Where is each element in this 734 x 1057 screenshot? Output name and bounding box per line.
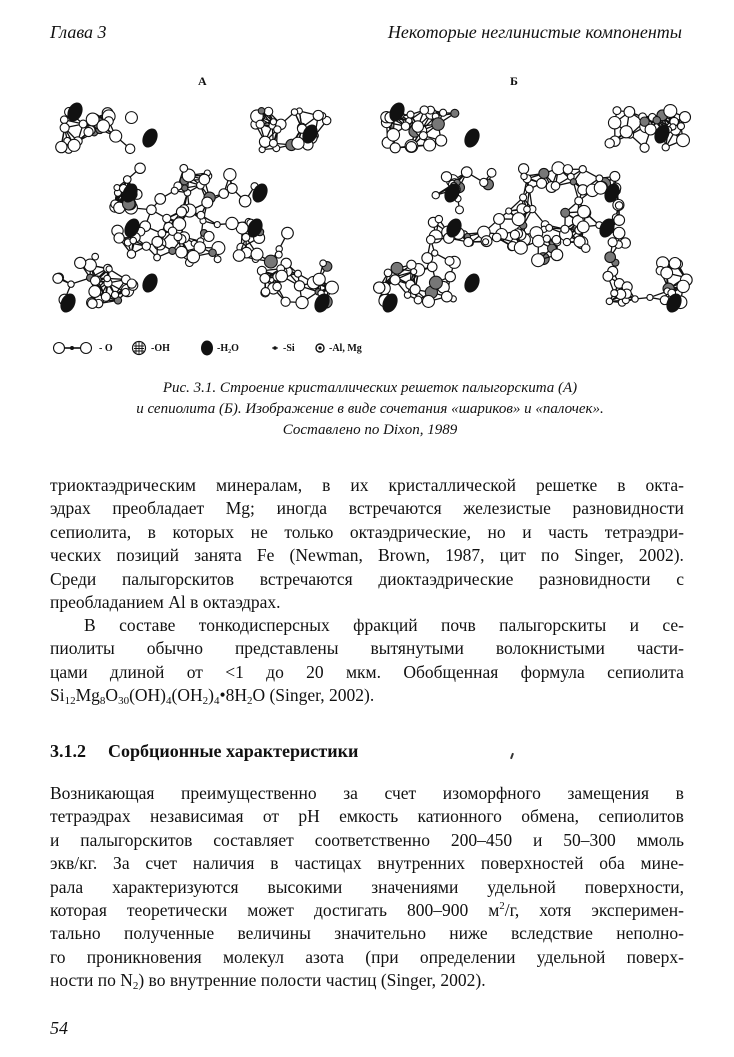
text-line: го проникновения молекул азота (при определении удельной поверх- <box>50 946 684 967</box>
formula-line <box>50 684 684 707</box>
text-line: цами длиной от <1 до 20 мкм. Обобщенная формула сепиолита <box>50 661 684 682</box>
stray-mark <box>510 753 514 759</box>
section-title: Сорбционные характеристики <box>108 741 359 761</box>
text-line: пиолиты обычно представлены вытянутыми волокнистыми части- <box>50 638 684 659</box>
legend-oh-label: -OH <box>151 342 170 354</box>
water-icon <box>200 339 214 357</box>
legend-si-label: -Si <box>283 342 295 354</box>
hydroxyl-icon <box>130 340 148 356</box>
panel-b-label: Б <box>510 74 518 88</box>
caption-line: и сепиолита (Б). Изображение в виде сочетания «шариков» и «палочек». <box>136 401 604 417</box>
text-line: которая теоретически может достигать 800–900 $м^2/г$, хотя эксперимен- <box>50 899 684 920</box>
paragraph-fractions <box>50 614 684 708</box>
sepiolite-structure-image <box>374 100 693 315</box>
figure-caption <box>70 378 670 441</box>
caption-line: Составлено по Dixon, 1989 <box>282 422 458 438</box>
text-line: экв/кг. За счет наличия в частицах внутренних поверхностей оба мине- <box>50 853 684 874</box>
legend-o-label: - O <box>99 342 113 354</box>
text-line: Среди палыгорскитов встречаются диоктаэдрические разновидности с <box>50 568 684 589</box>
caption-line: Рис. 3.1. Строение кристаллических решеток палыгорскита (А) <box>162 380 578 396</box>
section-running-title: Некоторые неглинистые компоненты <box>387 22 682 42</box>
legend-o <box>52 338 113 358</box>
running-header <box>50 22 682 48</box>
text-line: ческих позиций занята Fe (Newman, Brown, 1987, цит по Singer, 2002). <box>50 545 684 566</box>
legend-oh <box>130 338 170 358</box>
text-line: рала характеризуются высокими значениями удельной поверхности, <box>50 876 684 897</box>
text-line: и палыгорскитов составляет соответственно 200–450 и 50–300 ммоль <box>50 829 684 850</box>
text-line: ности по $N_2$) во внутренние полости частиц (Singer, 2002). <box>50 970 486 993</box>
legend-al-mg-label: -Al, Mg <box>329 342 362 354</box>
text-line: преобладанием Al в октаэдрах. <box>50 591 281 612</box>
palygorskite-structure-image <box>53 100 338 315</box>
figure-legend <box>52 338 612 360</box>
legend-h2o <box>200 338 239 358</box>
text-line: сепиолита, в которых не только октаэдрические, но и часть тетраэдри- <box>50 521 684 542</box>
section-number: 3.1.2 <box>50 741 86 761</box>
legend-si <box>270 338 295 358</box>
panel-a-label: А <box>198 74 207 88</box>
text-line: тетраэдрах независимая от pH емкость катионного обмена, сепиолитов <box>50 806 684 827</box>
paragraph-sorption <box>50 782 684 993</box>
sepiolite-formula: $Si_{12}Mg_8O_{30}(OH)_4(OH_2)_4•8H_2O$ (Singer, 2002). <box>50 685 375 708</box>
page-number: 54 <box>50 1018 68 1038</box>
al-mg-icon <box>314 340 326 356</box>
text-line: триоктаэдрическим минералам, в их кристаллической решетке в окта- <box>50 475 684 495</box>
text-line: тально полученные величины значительно ниже вследствие неполно- <box>50 923 684 944</box>
text-line: эдрах преобладает Mg; иногда встречаются железистые разновидности <box>50 498 684 519</box>
text-line: Возникающая преимущественно за счет изоморфного замещения в <box>50 783 684 803</box>
legend-al-mg <box>314 338 362 358</box>
paragraph-minerals <box>50 474 684 614</box>
oxygen-bond-icon <box>52 340 96 356</box>
text-line: В составе тонкодисперсных фракций почв палыгорскиты и се- <box>84 615 684 635</box>
legend-h2o-label: -H₂O <box>217 342 239 354</box>
chapter-title: Глава 3 <box>50 22 107 42</box>
silicon-icon <box>270 340 280 356</box>
section-heading <box>50 741 358 762</box>
crystal-structure-figure <box>40 98 700 330</box>
